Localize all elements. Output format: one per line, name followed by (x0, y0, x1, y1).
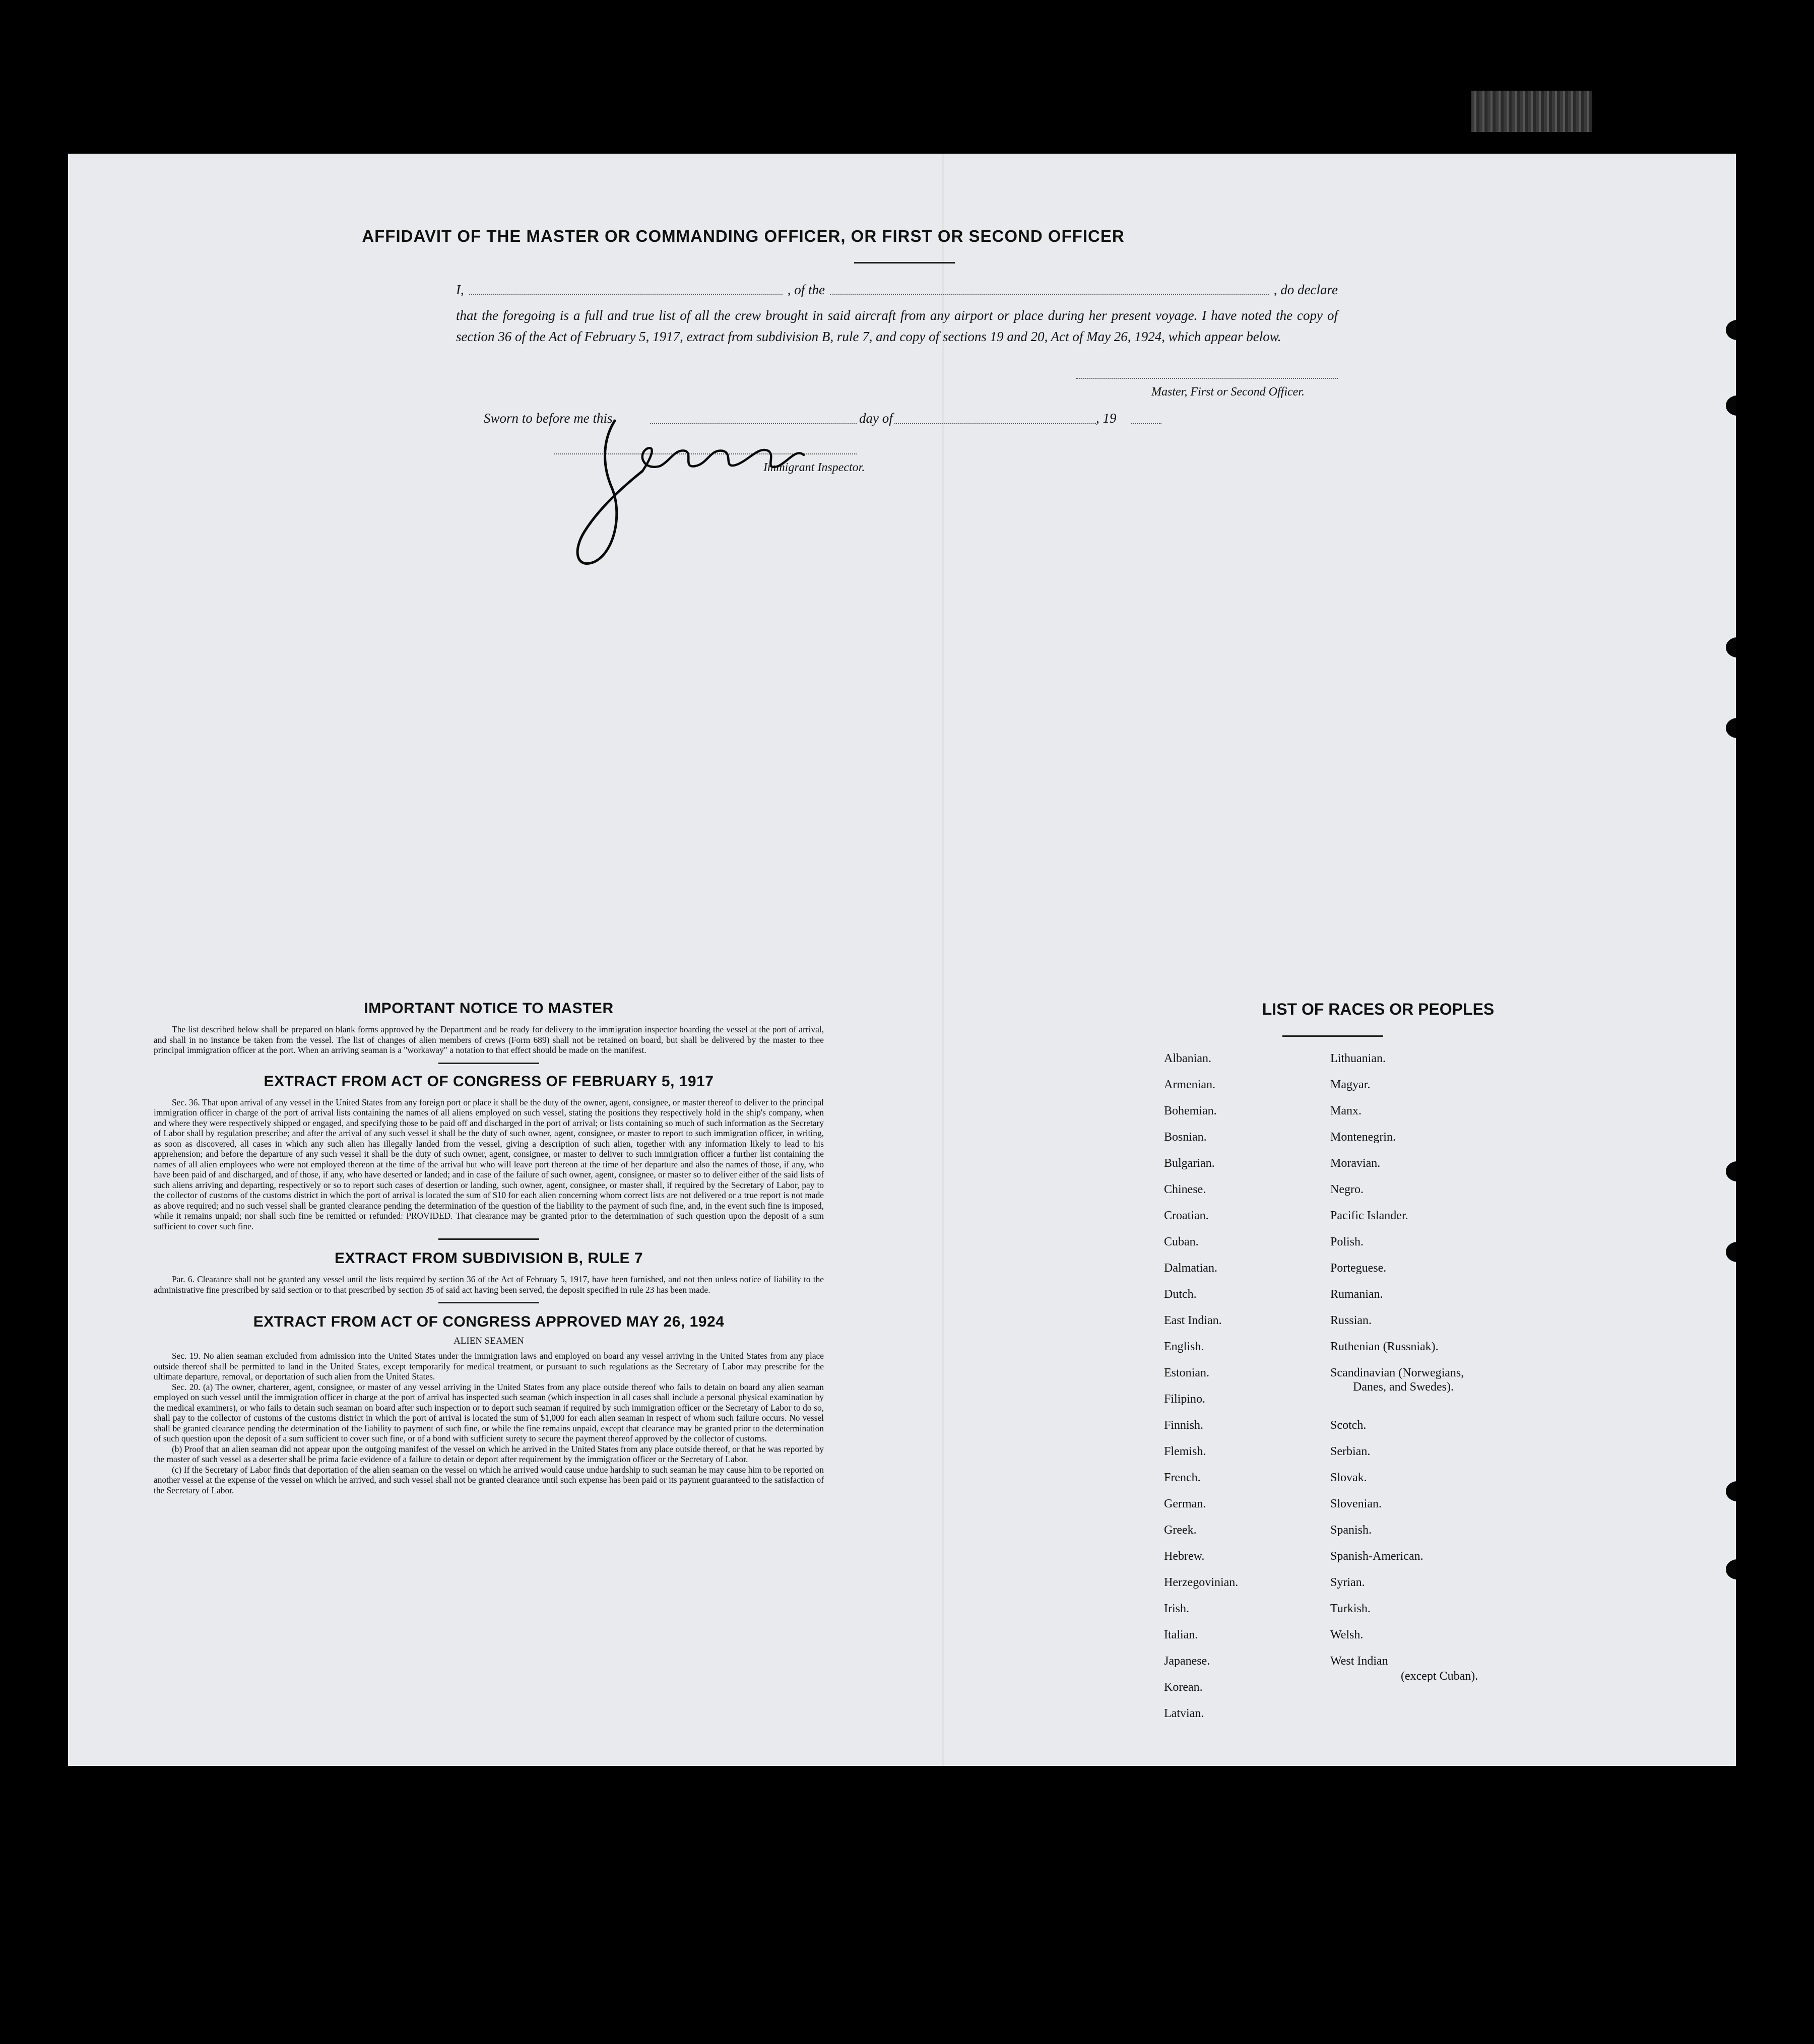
race-item: West Indian (1330, 1655, 1388, 1668)
name-field[interactable] (469, 294, 783, 295)
race-item: English. (1164, 1340, 1204, 1353)
race-item: Danes, and Swedes). (1353, 1380, 1454, 1394)
par-6-paragraph: Par. 6. Clearance shall not be granted any vessel until the lists required by section 36 of the Act of February 5, 1917, have been furnished, and not then unless notice of liability to the administrative fine prescribed by said section or to that prescribed by section 35 of said act having been served, the deposit specified in rule 23 has been made. (154, 1274, 824, 1295)
race-item: Italian. (1164, 1628, 1198, 1641)
race-item: Rumanian. (1330, 1288, 1383, 1301)
race-item: Slovak. (1330, 1471, 1367, 1484)
subdivision-b-text (154, 1274, 824, 1295)
race-item: Greek. (1164, 1524, 1197, 1537)
race-item: Filipino. (1164, 1393, 1206, 1406)
declarant-label: I, (456, 282, 464, 297)
race-item: Bosnian. (1164, 1131, 1207, 1144)
race-item: Estonian. (1164, 1366, 1209, 1379)
section-rule (438, 1063, 539, 1064)
race-item: Bulgarian. (1164, 1157, 1215, 1170)
sec-20c-paragraph: (c) If the Secretary of Labor finds that deportation of the alien seaman on the vessel on which he arrived would cause undue hardship to such seaman he may cause him to be reported on another vessel at the expense of the vessel on which he arrived, and such vessel shall not be granted clearance until such expense has been paid or its payment guaranteed to the satisfaction of the Secretary of Labor. (154, 1464, 824, 1495)
sec-20b-paragraph: (b) Proof that an alien seaman did not appear upon the outgoing manifest of the vessel on which he arrived in the United States from any place outside thereof, or that he was reported by the master of such vessel as a deserter shall be prima facie evidence of a failure to detain or deport after requirement by the immigration officer or the Secretary of Labor. (154, 1443, 824, 1464)
notice-section (154, 1000, 824, 1495)
race-item: Manx. (1330, 1104, 1362, 1117)
race-item: Scotch. (1330, 1419, 1367, 1432)
sworn-month-field[interactable] (894, 423, 1096, 424)
affidavit-title: AFFIDAVIT OF THE MASTER OR COMMANDING OFFICER, OR FIRST OR SECOND OFFICER (362, 227, 1125, 245)
handwritten-signature (567, 401, 829, 567)
race-item: Hebrew. (1164, 1550, 1205, 1563)
race-item: Polish. (1330, 1235, 1364, 1248)
races-rule (1282, 1035, 1383, 1037)
race-item: Dalmatian. (1164, 1262, 1217, 1275)
race-item: Ruthenian (Russniak). (1330, 1340, 1439, 1353)
punch-hole (1726, 637, 1736, 657)
punch-hole (1726, 1559, 1736, 1579)
sworn-year-label: , 19 (1096, 411, 1117, 426)
race-item: Herzegovinian. (1164, 1576, 1239, 1589)
punch-hole (1726, 1161, 1736, 1181)
race-item: East Indian. (1164, 1314, 1222, 1327)
tape-strip (1471, 91, 1592, 132)
race-item: Montenegrin. (1330, 1131, 1396, 1144)
race-item: Japanese. (1164, 1655, 1210, 1668)
race-item: Latvian. (1164, 1707, 1204, 1720)
race-item: French. (1164, 1471, 1201, 1484)
sec-20a-paragraph: Sec. 20. (a) The owner, charterer, agent, consignee, or master of any vessel arriving in the United States from any place outside thereof who fails to detain on board any alien seaman employed on such vessel until the immigration officer in charge at the port of arrival has inspected such seaman (which inspection in all cases shall include a personal physical examination by the medical examiners), or who fails to detain such seaman on board after such inspection or to deport such seaman if required by such immigration officer or the Secretary of Labor to do so, shall pay to the collector of customs of the customs district in which the port of arrival is located the sum of $1,000 for each alien seaman in respect of whom such failure occurs. No vessel shall be granted clearance pending the determination of the liability to payment of such fine, or while the fine remains unpaid, except that clearance may be granted prior to the determination of such question upon the deposit of a sum sufficient to cover such fine, or of a bond with sufficient surety to secure the payment thereof approved by the collector of customs. (154, 1381, 824, 1443)
section-36-paragraph: Sec. 36. That upon arrival of any vessel in the United States from any foreign port or place it shall be the duty of the owner, agent, consignee, or master thereof to deliver to the principal immigration officer in charge of the port of arrival lists containing the names of all aliens employed on such vessel, stating the positions they respectively hold in the ship's company, when and where they were respectively shipped or engaged, and specifying those to be paid off and discharged in the port of arrival; or lists containing so much of such information as the Secretary of Labor shall by regulation prescribe; and after the arrival of any such vessel it shall be the duty of such owner, agent, consignee, or master to report to such immigration officer, in writing, as soon as discovered, all cases in which any such alien has illegally landed from the vessel, giving a description of such alien, together with any information likely to lead to his apprehension; and before the departure of any such vessel it shall be the duty of such owner, agent, consignee, or master to deliver to such immigration officer a further list containing the names of all alien employees who were not employed thereon at the time of the arrival but who will leave port thereon at the time of her departure and also the names of those, if any, who have been paid of and discharged, and of those, if any, who have deserted or landed; and in case of the failure of such owner, agent, consignee, or master so to deliver either of the said lists of such aliens arriving and departing, respectively or so to report such cases of desertion or landing, such owner, agent, consignee, or master shall, if required by the Secretary of Labor, pay to the collector of customs of the customs district in which the port of arrival is located the sum of $10 for each alien concerning whom correct lists are not delivered or a true report is not made as above required; and no such vessel shall be granted clearance pending the determination of the question of the liability to the payment of such fine, and, in the event such fine is imposed, while it remains unpaid; nor shall such fine be remitted or refunded: PROVIDED. That clearance may be granted prior to the determination of such question upon the deposit of a sum sufficient to cover such fine. (154, 1097, 824, 1231)
race-item: Armenian. (1164, 1078, 1215, 1091)
race-item: Chinese. (1164, 1183, 1206, 1196)
race-item: Flemish. (1164, 1445, 1206, 1458)
races-title: LIST OF RACES OR PEOPLES (1262, 1000, 1495, 1018)
race-item: Serbian. (1330, 1445, 1371, 1458)
race-item: Welsh. (1330, 1628, 1364, 1641)
race-item: Scandinavian (Norwegians, (1330, 1366, 1464, 1379)
document-sheet (68, 154, 1736, 1766)
race-item: Spanish. (1330, 1524, 1372, 1537)
sworn-year-field[interactable] (1131, 423, 1161, 424)
extract-1917-title: EXTRACT FROM ACT OF CONGRESS OF FEBRUARY 5, 1917 (264, 1073, 714, 1090)
race-item: Dutch. (1164, 1288, 1197, 1301)
extract-1924-title: EXTRACT FROM ACT OF CONGRESS APPROVED MAY 26, 1924 (253, 1313, 725, 1330)
punch-hole (1726, 1481, 1736, 1501)
notice-paragraph: The list described below shall be prepared on blank forms approved by the Department and be ready for delivery to the immigration inspector boarding the vessel at the port of arrival, and shall in no instance be taken from the vessel. The list of changes of alien members of crews (Form 689) shall not be retained on board, but shall be delivered by the master to thee principal immigration officer at the port. When an arriving seaman is a "workaway" a notation to that effect should be made on the manifest. (154, 1024, 824, 1055)
race-item: Magyar. (1330, 1078, 1371, 1091)
notice-text (154, 1024, 824, 1056)
race-item: Croatian. (1164, 1209, 1209, 1222)
notice-title: IMPORTANT NOTICE TO MASTER (364, 1000, 614, 1017)
extract-1917-text (154, 1097, 824, 1232)
race-item: Russian. (1330, 1314, 1372, 1327)
alien-seamen-subtitle: ALIEN SEAMEN (454, 1336, 524, 1346)
declare-label: , do declare (1273, 282, 1338, 297)
race-item: (except Cuban). (1401, 1670, 1478, 1683)
sworn-day-of-label: day of (859, 411, 893, 426)
race-item: Finnish. (1164, 1419, 1204, 1432)
sec-19-paragraph: Sec. 19. No alien seaman excluded from admission into the United States under the immigration laws and employed on board any vessel arriving in the United States from any place outside thereof shall be permitted to land in the United States, except temporarily for medical treatment, or pursuant to such regulations as the Secretary of Labor may prescribe for the ultimate departure, removal, or deportation of such alien from the United States. (154, 1351, 824, 1381)
master-signature-line[interactable] (1076, 378, 1338, 379)
punch-hole (1726, 395, 1736, 416)
race-item: German. (1164, 1497, 1206, 1510)
race-item: Pacific Islander. (1330, 1209, 1408, 1222)
extract-1924-text (154, 1351, 824, 1495)
of-the-label: , of the (787, 282, 825, 297)
section-rule (438, 1238, 539, 1240)
punch-hole (1726, 718, 1736, 738)
race-item: Negro. (1330, 1183, 1364, 1196)
race-item: Irish. (1164, 1602, 1189, 1615)
race-item: Slovenian. (1330, 1497, 1382, 1510)
declaration-body: that the foregoing is a full and true list of all the crew brought in said aircraft from any airport or place during her present voyage. I have noted the copy of section 36 of the Act of February 5, 1917, extract from subdivision B, rule 7, and copy of sections 19 and 20, Act of May 26, 1924, which appear below. (456, 308, 1338, 344)
race-item: Korean. (1164, 1681, 1203, 1694)
inspector-label: Immigrant Inspector. (763, 461, 865, 474)
race-item: Bohemian. (1164, 1104, 1217, 1117)
race-item: Albanian. (1164, 1052, 1211, 1065)
sworn-prefix: Sworn to before me this (484, 411, 613, 426)
race-item: Syrian. (1330, 1576, 1365, 1589)
race-item: Moravian. (1330, 1157, 1381, 1170)
punch-hole (1726, 320, 1736, 340)
race-item: Cuban. (1164, 1235, 1199, 1248)
race-item: Lithuanian. (1330, 1052, 1386, 1065)
aircraft-field[interactable] (830, 294, 1269, 295)
title-rule (854, 262, 955, 263)
master-label: Master, First or Second Officer. (1151, 385, 1305, 399)
race-item: Turkish. (1330, 1602, 1371, 1615)
race-item: Spanish-American. (1330, 1550, 1423, 1563)
declaration-line (456, 282, 1338, 298)
section-rule (438, 1302, 539, 1303)
subdivision-b-title: EXTRACT FROM SUBDIVISION B, RULE 7 (334, 1250, 643, 1267)
punch-hole (1726, 1242, 1736, 1262)
center-fold (942, 154, 944, 1766)
race-item: Porteguese. (1330, 1262, 1387, 1275)
